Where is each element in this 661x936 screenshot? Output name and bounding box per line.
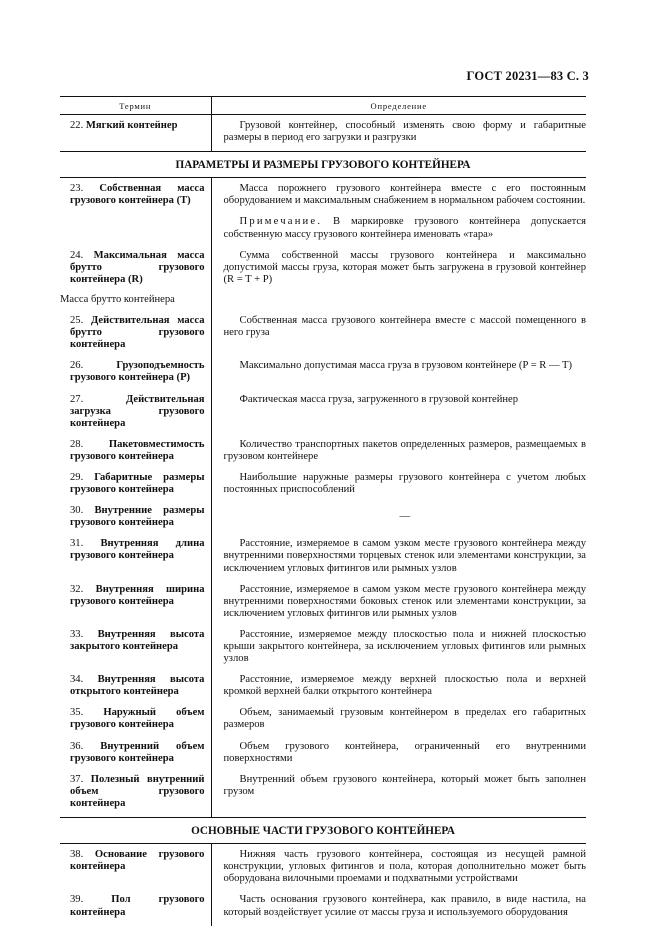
table-row xyxy=(60,705,586,738)
term-cell xyxy=(60,705,211,738)
term-cell xyxy=(60,470,211,503)
definition-cell: Сумма собственной массы грузового контейнера и максимально допустимой массы груза, которая может быть загружена в грузовой контейнер (R = T + P) xyxy=(211,248,586,313)
term-cell xyxy=(60,178,211,248)
term-name: Внутренняя высота закрытого контейнера xyxy=(70,628,205,652)
table-row xyxy=(60,503,586,536)
term-cell xyxy=(60,892,211,925)
term-cell xyxy=(60,772,211,818)
definition-cell: Часть основания грузового контейнера, как правило, в виде настила, на который воздействует усилие от массы груза и используемого оборудования xyxy=(211,892,586,925)
term-number: 24. xyxy=(70,249,84,261)
definition-cell: Расстояние, измеряемое в самом узком месте грузового контейнера между внутренними поверхностями боковых стенок или элементами конструкции, за исключением угловых фитингов или рымных узлов xyxy=(211,582,586,627)
term-name: Мягкий контейнер xyxy=(85,120,178,131)
term-number: 31. xyxy=(70,538,84,550)
term-cell xyxy=(60,739,211,772)
term-cell xyxy=(60,672,211,705)
term-cell xyxy=(60,503,211,536)
definition-cell: Грузовой контейнер, способный изменять свою форму и габаритные размеры в период его загрузки и разгрузки xyxy=(211,115,586,152)
section-heading: ОСНОВНЫЕ ЧАСТИ ГРУЗОВОГО КОНТЕЙНЕРА xyxy=(60,818,586,844)
term-number: 39. xyxy=(70,894,84,906)
term-number: 29. xyxy=(70,471,84,483)
term-name: Габаритные размеры грузового контейнера xyxy=(70,471,205,496)
table-row xyxy=(60,358,586,391)
note xyxy=(224,216,587,240)
definition-cell: Собственная масса грузового контейнера вместе с массой помещенного в него груза xyxy=(211,313,586,358)
table-row xyxy=(60,772,586,818)
term-cell xyxy=(60,627,211,672)
table-row xyxy=(60,313,586,358)
table-row xyxy=(60,115,586,152)
term-name: Внутренняя ширина грузового контейнера xyxy=(70,583,205,607)
term-name: Пол грузового контейнера xyxy=(70,894,205,918)
term-number: 32. xyxy=(70,583,84,595)
note-label: Примечание. xyxy=(239,216,323,228)
term-symbol: (R) xyxy=(128,273,143,285)
definition-cell: Фактическая масса груза, загруженного в грузовой контейнер xyxy=(211,392,586,437)
definition-cell xyxy=(211,503,586,536)
definition-cell: Внутренний объем грузового контейнера, который может быть заполнен грузом xyxy=(211,772,586,818)
section-heading: ПАРАМЕТРЫ И РАЗМЕРЫ ГРУЗОВОГО КОНТЕЙНЕРА xyxy=(60,152,586,178)
note-text: В маркировке грузового контейнера допускается собственную массу грузового контейнера именовать «тара» xyxy=(223,216,586,240)
term-number: 36. xyxy=(70,740,84,752)
term-cell xyxy=(60,844,211,893)
terms-table xyxy=(60,96,586,926)
term-name: Действительная загрузка грузового контейнера xyxy=(70,393,205,429)
term-name: Основание грузового контейнера xyxy=(70,849,205,873)
definition-cell: Объем, занимаемый грузовым контейнером в пределах его габаритных размеров xyxy=(211,705,586,738)
term-name: Внутренний объем грузового контейнера xyxy=(70,740,205,764)
definition-cell: Объем грузового контейнера, ограниченный его внутренними поверхностями xyxy=(211,739,586,772)
term-number: 37. xyxy=(70,773,84,785)
definition-cell: Масса порожнего грузового контейнера вместе с его постоянным оборудованием и максимальным снабжением в нормальном рабочем состоянии. Примечание. В маркировке грузового контейнера допускается собственную массу грузового контейнера именовать «тара» xyxy=(211,178,586,248)
term-name: Внутренние размеры грузового контейнера xyxy=(70,505,205,529)
term-cell xyxy=(60,437,211,470)
table-row xyxy=(60,437,586,470)
column-header-term: Термин xyxy=(60,97,211,115)
definition-cell: Наибольшие наружные размеры грузового контейнера с учетом любых постоянных приспособлений xyxy=(211,470,586,503)
term-cell xyxy=(60,536,211,581)
table-row xyxy=(60,844,586,893)
table-row xyxy=(60,627,586,672)
term-symbol: (T) xyxy=(176,195,191,207)
term-name: Грузоподъемность грузового контейнера (P) xyxy=(70,360,205,384)
empty-definition-dash: — xyxy=(399,511,411,523)
term-cell xyxy=(60,582,211,627)
term-number: 28. xyxy=(70,438,84,450)
term-number: 34. xyxy=(70,674,84,686)
term-cell xyxy=(60,115,211,152)
page-header: ГОСТ 20231—83 С. 3 xyxy=(466,69,589,83)
term-number: 38. xyxy=(70,849,84,861)
term-name: Полезный внутренний объем грузового контейнера xyxy=(70,773,205,809)
table-row xyxy=(60,739,586,772)
term-cell xyxy=(60,313,211,358)
term-name: Внутренняя длина грузового контейнера xyxy=(70,538,205,562)
term-name: Действительная масса брутто грузового контейнера xyxy=(70,315,205,351)
table-header-row xyxy=(60,97,586,115)
term-name: Внутренняя высота открытого контейнера xyxy=(70,674,205,698)
definition-cell: Расстояние, измеряемое в самом узком месте грузового контейнера между внутренними поверхностями торцевых стенок или элементами конструкции, за исключением угловых фитингов или рымных узлов xyxy=(211,536,586,581)
term-cell xyxy=(60,248,211,313)
definition-cell: Количество транспортных пакетов определенных размеров, размещаемых в грузовом контейнере xyxy=(211,437,586,470)
term-number: 33. xyxy=(70,628,84,640)
term-name: Пакетовместимость грузового контейнера xyxy=(70,438,205,462)
term-synonym: Масса брутто контейнера xyxy=(60,293,175,305)
section-heading-row xyxy=(60,152,586,178)
column-header-definition: Определение xyxy=(211,97,586,115)
table-row xyxy=(60,178,586,248)
table-row xyxy=(60,536,586,581)
definition-cell: Максимально допустимая масса груза в грузовом контейнере (P = R — T) xyxy=(211,358,586,391)
definition-cell: Расстояние, измеряемое между плоскостью пола и нижней плоскостью крыши закрытого контейнера, за исключением угловых фитингов или рымных узлов xyxy=(211,627,586,672)
term-name: Наружный объем грузового контейнера xyxy=(70,707,205,731)
table-row xyxy=(60,672,586,705)
table-row xyxy=(60,582,586,627)
table-row xyxy=(60,892,586,925)
table-row xyxy=(60,392,586,437)
term-number: 35. xyxy=(70,707,84,719)
table-row xyxy=(60,248,586,313)
term-number: 22. xyxy=(70,120,84,131)
term-number: 25. xyxy=(70,315,84,327)
term-cell xyxy=(60,358,211,391)
term-number: 27. xyxy=(70,393,84,405)
section-heading-row xyxy=(60,818,586,844)
term-number: 26. xyxy=(70,360,84,372)
table-row xyxy=(60,470,586,503)
definition-cell: Нижняя часть грузового контейнера, состоящая из несущей рамной конструкции, угловых фитингов и пола, которая дополнительно может быть оборудована вилочными проемами и подхватными устройствами xyxy=(211,844,586,893)
term-number: 30. xyxy=(70,505,84,517)
term-number: 23. xyxy=(70,183,84,195)
term-name: Максимальная масса брутто грузового контейнера xyxy=(70,249,205,285)
term-cell xyxy=(60,392,211,437)
term-name: Собственная масса грузового контейнера xyxy=(70,183,205,207)
definition-cell: Расстояние, измеряемое между верхней плоскостью пола и верхней кромкой верхней балки открытого контейнера xyxy=(211,672,586,705)
